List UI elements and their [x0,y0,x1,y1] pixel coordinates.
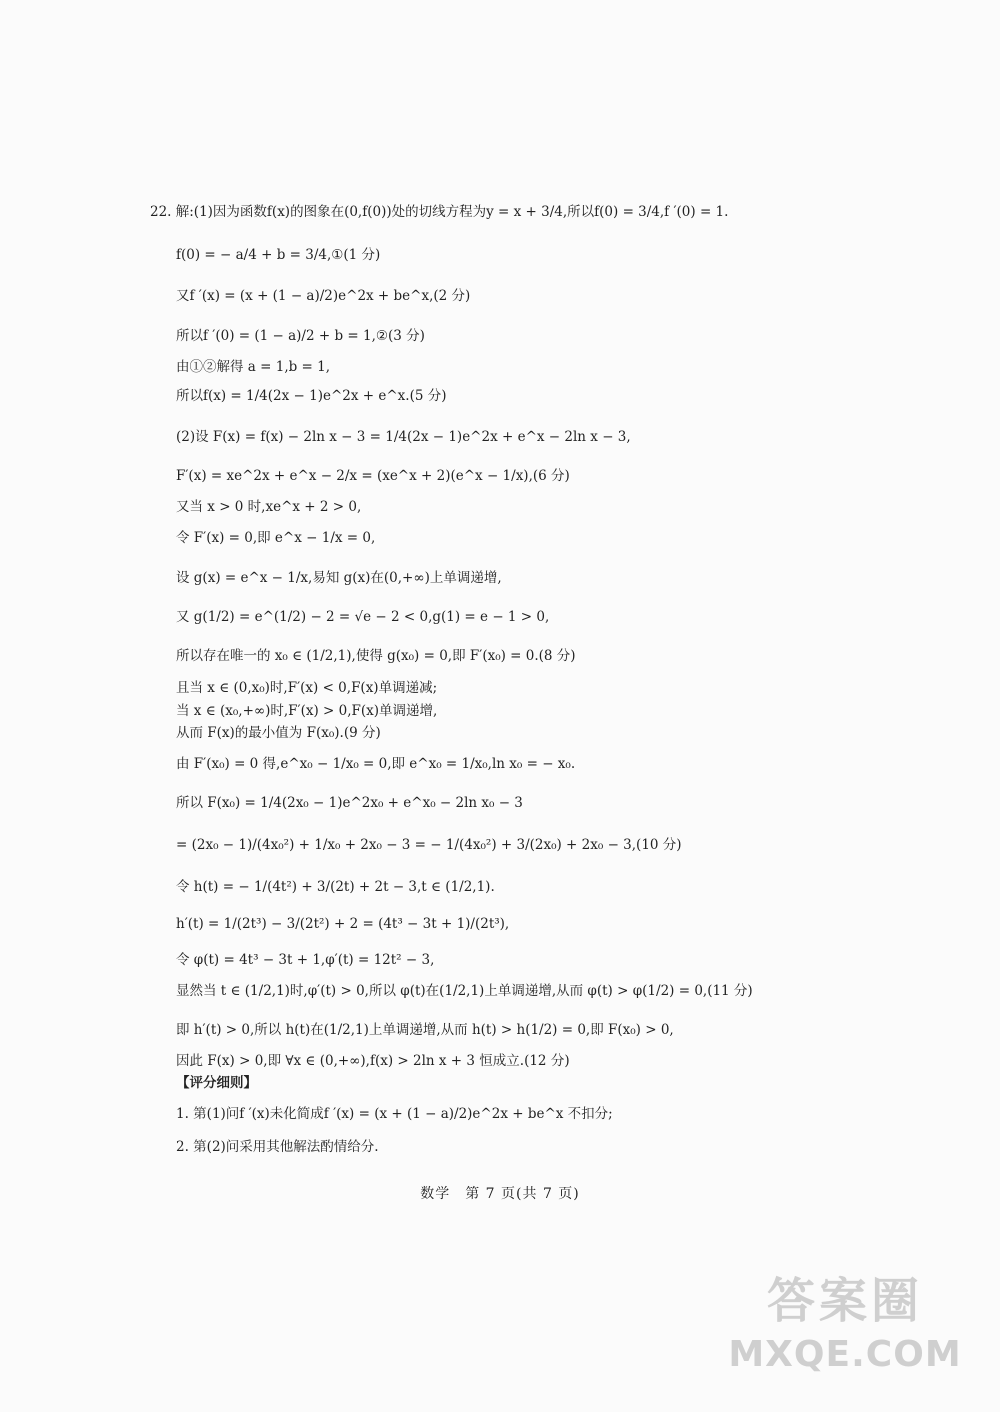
grading-title: 【评分细则】 [176,1075,257,1091]
solution-line-12: 又 g(1/2) = e^(1/2) − 2 = √e − 2 < 0,g(1) = e − 1 > 0, [176,609,550,625]
solution-line-18: 所以 F(x₀) = 1/4(2x₀ − 1)e^2x₀ + e^x₀ − 2ln x₀ − 3 [176,795,523,811]
grading-item-2: 2. 第(2)问采用其他解法酌情给分. [176,1139,379,1155]
solution-line-13: 所以存在唯一的 x₀ ∈ (1/2,1),使得 g(x₀) = 0,即 F′(x₀) = 0.(8 分) [176,648,576,664]
solution-line-11: 设 g(x) = e^x − 1/x,易知 g(x)在(0,+∞)上单调递增, [176,570,502,586]
solution-line-17: 由 F′(x₀) = 0 得,e^x₀ − 1/x₀ = 0,即 e^x₀ = 1/x₀,ln x₀ = − x₀. [176,756,576,772]
solution-line-9: 又当 x > 0 时,xe^x + 2 > 0, [176,499,362,515]
solution-line-22: 令 φ(t) = 4t³ − 3t + 1,φ′(t) = 12t² − 3, [176,952,435,968]
watermark-logo [720,1262,970,1392]
solution-line-21: h′(t) = 1/(2t³) − 3/(2t²) + 2 = (4t³ − 3t + 1)/(2t³), [176,916,510,932]
solution-line-19: = (2x₀ − 1)/(4x₀²) + 1/x₀ + 2x₀ − 3 = − 1/(4x₀²) + 3/(2x₀) + 2x₀ − 3,(10 分) [176,837,682,853]
solution-line-4: 所以f ′(0) = (1 − a)/2 + b = 1,②(3 分) [176,328,425,344]
page-footer: 数学 第 7 页(共 7 页) [420,1186,580,1202]
solution-line-20: 令 h(t) = − 1/(4t²) + 3/(2t) + 2t − 3,t ∈ (1/2,1). [176,879,495,895]
solution-line-1: 22. 解:(1)因为函数f(x)的图象在(0,f(0))处的切线方程为y = x + 3/4,所以f(0) = 3/4,f ′(0) = 1. [150,204,729,220]
solution-line-6: 所以f(x) = 1/4(2x − 1)e^2x + e^x.(5 分) [176,388,447,404]
solution-line-7: (2)设 F(x) = f(x) − 2ln x − 3 = 1/4(2x − 1)e^2x + e^x − 2ln x − 3, [176,429,631,445]
solution-line-24: 即 h′(t) > 0,所以 h(t)在(1/2,1)上单调递增,从而 h(t) > h(1/2) = 0,即 F(x₀) > 0, [176,1022,674,1038]
solution-line-16: 从而 F(x)的最小值为 F(x₀).(9 分) [176,725,381,741]
solution-line-3: 又f ′(x) = (x + (1 − a)/2)e^2x + be^x,(2 分) [176,288,471,304]
grading-item-1: 1. 第(1)问f ′(x)未化简成f ′(x) = (x + (1 − a)/2)e^2x + be^x 不扣分; [176,1106,613,1122]
solution-line-23: 显然当 t ∈ (1/2,1)时,φ′(t) > 0,所以 φ(t)在(1/2,1)上单调递增,从而 φ(t) > φ(1/2) = 0,(11 分) [176,983,753,999]
solution-line-14: 且当 x ∈ (0,x₀)时,F′(x) < 0,F(x)单调递减; [176,680,438,696]
solution-line-8: F′(x) = xe^2x + e^x − 2/x = (xe^x + 2)(e^x − 1/x),(6 分) [176,468,570,484]
solution-line-25: 因此 F(x) > 0,即 ∀x ∈ (0,+∞),f(x) > 2ln x + 3 恒成立.(12 分) [176,1053,570,1069]
watermark-top-text: 答案圈 [766,1273,923,1329]
solution-line-15: 当 x ∈ (x₀,+∞)时,F′(x) > 0,F(x)单调递增, [176,703,438,719]
solution-line-2: f(0) = − a/4 + b = 3/4,①(1 分) [176,247,381,263]
solution-line-10: 令 F′(x) = 0,即 e^x − 1/x = 0, [176,530,376,546]
solution-line-5: 由①②解得 a = 1,b = 1, [176,359,331,375]
watermark-bottom-text: MXQE.COM [728,1334,962,1375]
